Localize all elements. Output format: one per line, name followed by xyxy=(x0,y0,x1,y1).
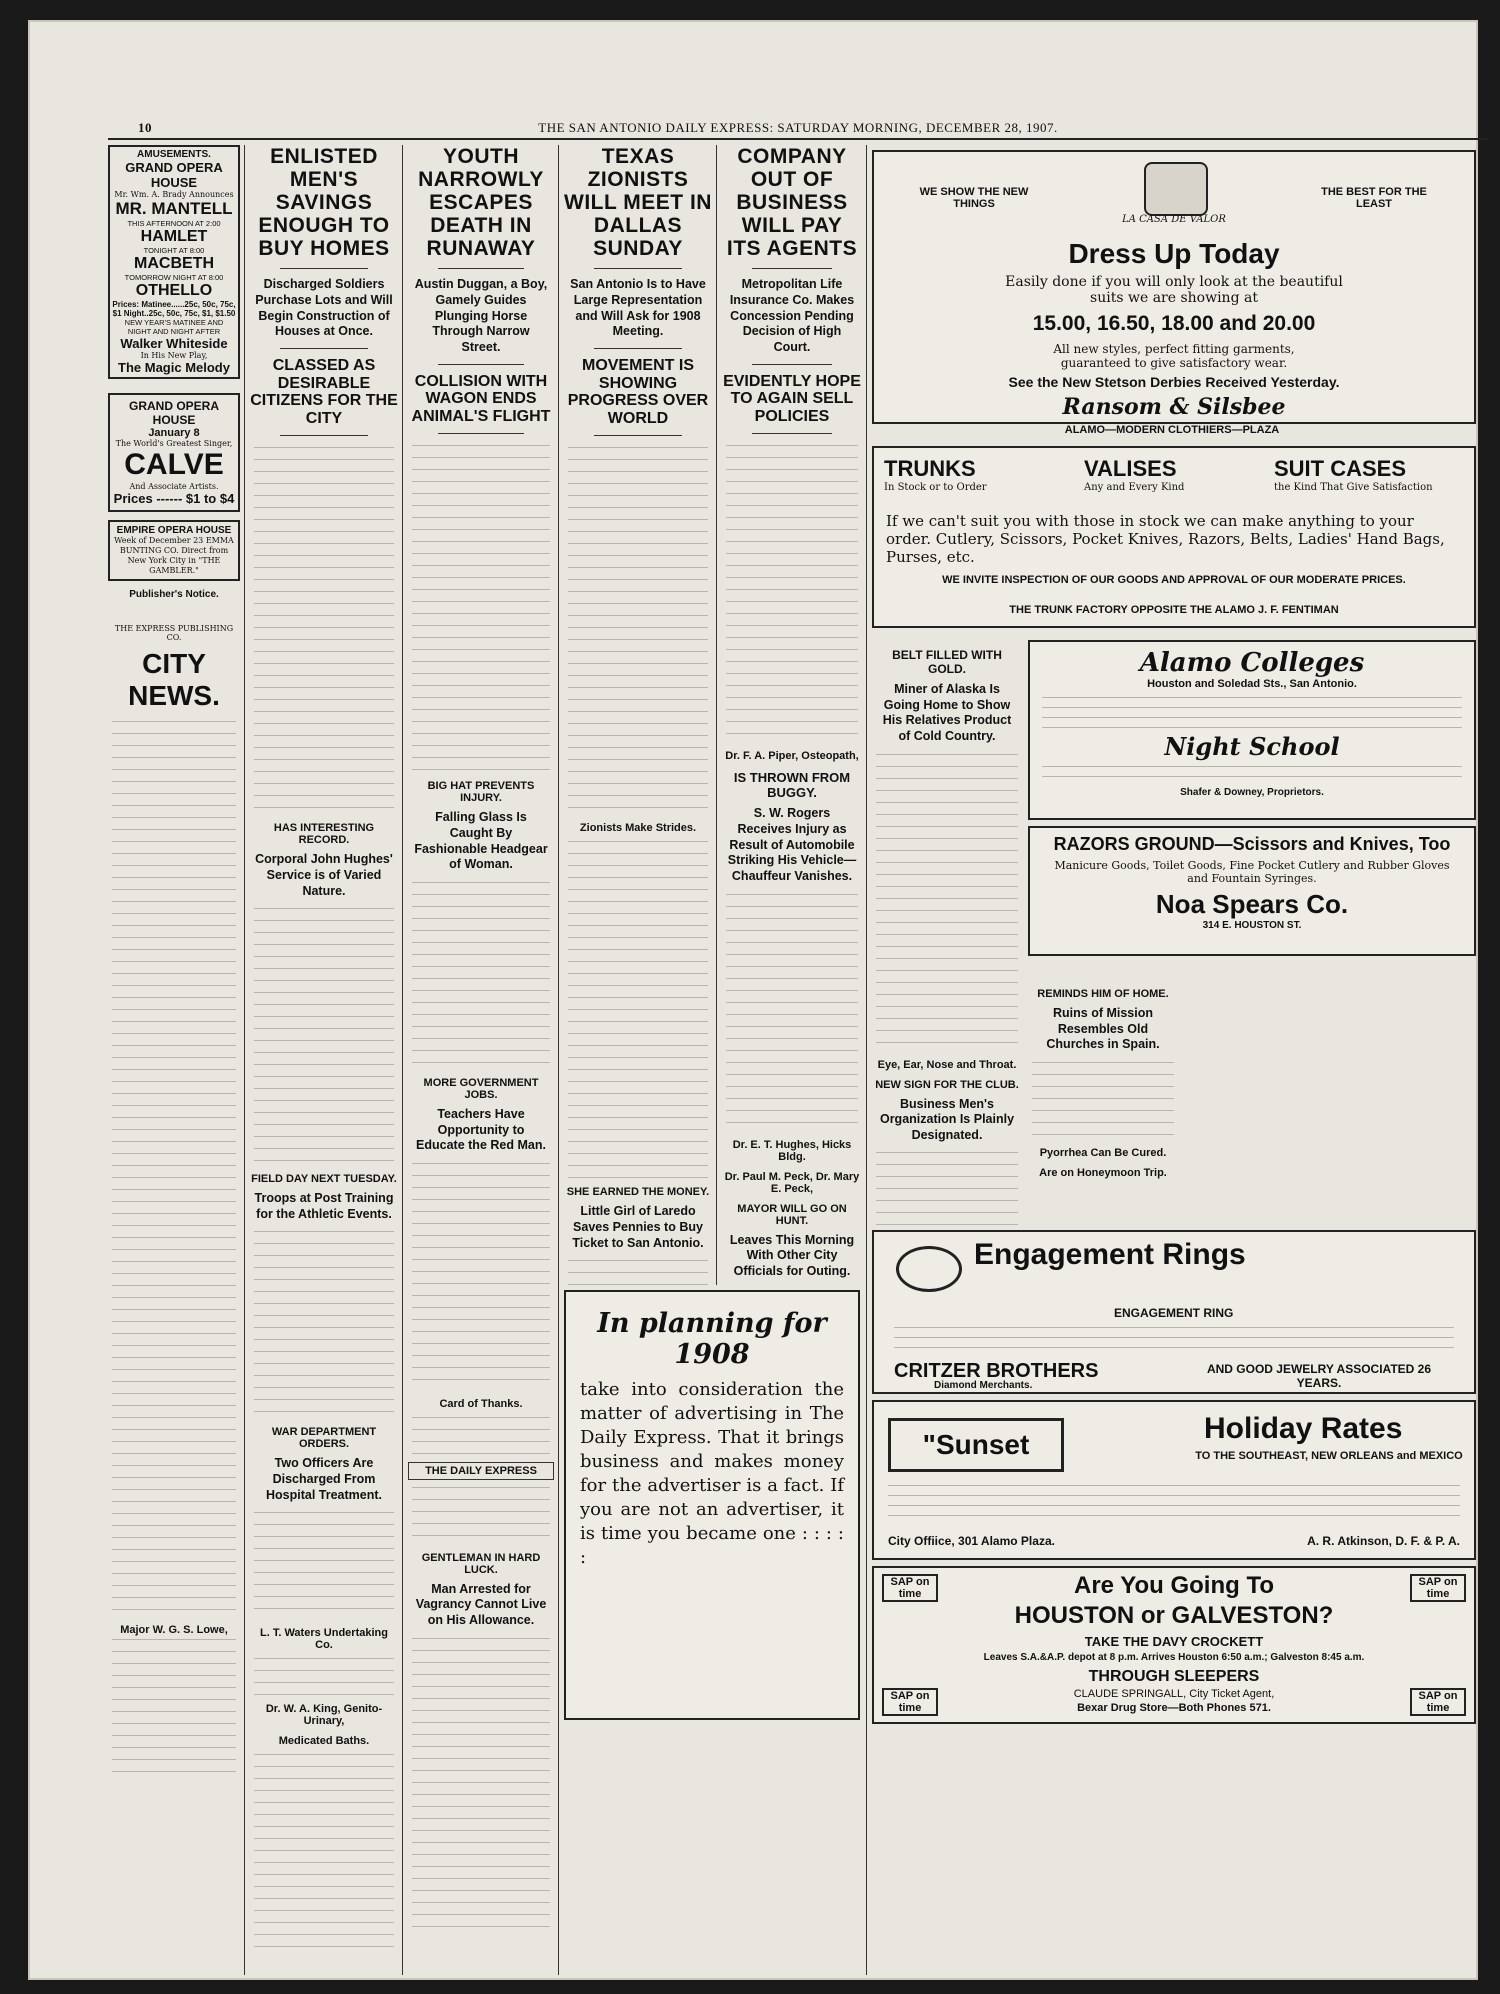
ransom-top-left: WE SHOW THE NEW THINGS xyxy=(919,186,1029,210)
ad-baths-body xyxy=(254,1751,394,1951)
ransom-sub: ALAMO—MODERN CLOTHIERS—PLAZA xyxy=(1064,424,1280,436)
deck-falling-glass: Falling Glass Is Caught By Fashionable Headgear of Woman. xyxy=(414,810,548,872)
deck-business-men: Business Men's Organization Is Plainly Designated. xyxy=(879,1096,1015,1142)
ransom-stetson: See the New Stetson Derbies Received Yesterday. xyxy=(1008,374,1340,390)
deck-metropolitan-life: Metropolitan Life Insurance Co. Makes Concession Pending Decision of High Court. xyxy=(729,277,855,354)
new-years-line: NEW YEAR'S MATINEE AND NIGHT AND NIGHT AFTER xyxy=(124,318,224,336)
publisher-notice-body xyxy=(112,600,236,624)
subhead-hard-luck: GENTLEMAN IN HARD LUCK. xyxy=(421,1551,541,1576)
ransom-line2: All new styles, perfect fitting garments, guaranteed to give satisfactory wear. xyxy=(1053,342,1295,370)
alamo-night-school: Night School xyxy=(1164,732,1340,761)
holiday-rates-title: Holiday Rates xyxy=(1204,1412,1403,1445)
noa-spears-address: 314 E. HOUSTON ST. xyxy=(1202,920,1302,931)
alamo-day-body xyxy=(1042,694,1462,728)
amusements-heading: AMUSEMENTS. xyxy=(137,149,211,160)
article-body-hughes xyxy=(254,905,394,1165)
article-body-express-box xyxy=(412,1484,550,1544)
deck-rogers-injury: S. W. Rogers Receives Injury as Result of Automobile Striking His Vehicle—Chauffeur Vanishes. xyxy=(727,806,857,883)
calve-prices: Prices ------ $1 to $4 xyxy=(113,491,235,506)
lowe-heading: Major W. G. S. Lowe, xyxy=(120,1624,228,1636)
whiteside-name: Walker Whiteside xyxy=(120,336,228,351)
suit-cases-title: SUIT CASES xyxy=(1274,456,1407,481)
deck-teachers: Teachers Have Opportunity to Educate the Red Man. xyxy=(416,1106,546,1153)
column-rule xyxy=(866,145,867,1975)
ad-dr-hughes: Dr. E. T. Hughes, Hicks Bldg. xyxy=(732,1138,852,1163)
article-body-war-dept xyxy=(254,1509,394,1619)
ransom-name: Ransom & Silsbee xyxy=(1062,394,1286,420)
noa-spears-ad xyxy=(1028,826,1476,956)
subhead-zionists-strides: Zionists Make Strides. xyxy=(579,822,697,835)
subhead-big-hat: BIG HAT PREVENTS INJURY. xyxy=(427,780,535,805)
article-body-enlisted xyxy=(254,444,394,814)
magic-melody-title: The Magic Melody xyxy=(118,360,230,375)
new-play-line: In His New Play, xyxy=(140,351,208,360)
calve-ad xyxy=(108,393,240,512)
planning-body: take into consideration the matter of advertising in The Daily Express. That it brings business and makes money for the advertiser is a fact. If you are not an advertiser, it is time you became one : : : : : xyxy=(580,1379,844,1568)
deck-officers-discharged: Two Officers Are Discharged From Hospital Treatment. xyxy=(266,1456,382,1502)
subhead-field-day: FIELD DAY NEXT TUESDAY. xyxy=(251,1173,397,1186)
subhead-government-jobs: MORE GOVERNMENT JOBS. xyxy=(423,1076,539,1101)
davy-crockett-line: TAKE THE DAVY CROCKETT xyxy=(1084,1634,1264,1649)
critzer-assoc: AND GOOD JEWELRY ASSOCIATED 26 YEARS. xyxy=(1206,1362,1432,1390)
alamo-signature: Shafer & Downey, Proprietors. xyxy=(1180,787,1324,798)
calve-house: GRAND OPERA HOUSE xyxy=(128,399,219,427)
subhead-thrown-buggy: IS THROWN FROM BUGGY. xyxy=(733,770,851,801)
holiday-subtitle: TO THE SOUTHEAST, NEW ORLEANS and MEXICO xyxy=(1195,1450,1463,1462)
column-enlisted-men xyxy=(250,145,398,1975)
sunset-route-logo: "Sunset xyxy=(888,1418,1064,1472)
ransom-silsbee-ad xyxy=(872,150,1476,424)
headline-collision-wagon: COLLISION WITH WAGON ENDS ANIMAL'S FLIGHT xyxy=(411,372,551,425)
sap-badge-bottom-left: SAP on time xyxy=(882,1688,938,1716)
column-rule xyxy=(402,145,403,1975)
subhead-belt-gold: BELT FILLED WITH GOLD. xyxy=(892,648,1002,676)
calve-date: January 8 xyxy=(148,427,200,439)
valises-sub: Any and Every Kind xyxy=(1084,482,1185,493)
column-metropolitan xyxy=(722,145,862,1285)
city-news-heading: CITY NEWS. xyxy=(128,648,220,711)
mantell-name: MR. MANTELL xyxy=(115,199,233,218)
subhead-interesting-record: HAS INTERESTING RECORD. xyxy=(273,822,375,847)
column-rule xyxy=(244,145,245,1975)
headline-sell-policies: EVIDENTLY HOPE TO AGAIN SELL POLICIES xyxy=(723,372,861,425)
deck-city-officials: Leaves This Morning With Other City Officials for Outing. xyxy=(729,1232,855,1278)
davy-crockett-ad xyxy=(872,1566,1476,1724)
deck-laredo-girl: Little Girl of Laredo Saves Pennies to Buy Ticket to San Antonio. xyxy=(572,1204,704,1250)
ad-waters-undertaking: L. T. Waters Undertaking Co. xyxy=(260,1627,388,1652)
ransom-top-right: THE BEST FOR THE LEAST xyxy=(1321,186,1427,210)
lowe-body xyxy=(112,1636,236,1776)
sap-badge-top-right: SAP on time xyxy=(1410,1574,1466,1602)
page-number: 10 xyxy=(138,120,152,135)
trunks-sub: In Stock or to Order xyxy=(884,482,987,493)
publisher-notice-head: Publisher's Notice. xyxy=(129,589,219,600)
empire-ad xyxy=(108,520,240,581)
springall-agent: CLAUDE SPRINGALL, City Ticket Agent, xyxy=(1073,1688,1275,1700)
headline-movement-progress: MOVEMENT IS SHOWING PROGRESS OVER WORLD xyxy=(567,356,709,427)
deck-hughes-service: Corporal John Hughes' Service is of Varied Nature. xyxy=(255,852,393,898)
article-body-gov-jobs xyxy=(412,1160,550,1390)
razors-heading: RAZORS GROUND—Scissors and Knives, Too xyxy=(1053,834,1451,854)
empire-text: Week of December 23 EMMA BUNTING CO. Direct from New York City in "THE GAMBLER." xyxy=(114,536,234,575)
engagement-rings-ad xyxy=(872,1230,1476,1394)
subhead-war-department: WAR DEPARTMENT ORDERS. xyxy=(271,1426,377,1451)
article-body-buggy xyxy=(726,891,858,1131)
alamo-address: Houston and Soledad Sts., San Antonio. xyxy=(1147,678,1357,690)
ransom-prices: 15.00, 16.50, 18.00 and 20.00 xyxy=(1032,312,1316,335)
rings-title: Engagement Rings xyxy=(974,1238,1246,1271)
suit-cases-sub: the Kind That Give Satisfaction xyxy=(1274,482,1433,493)
trunk-invite: WE INVITE INSPECTION OF OUR GOODS AND APPROVAL OF OUR MODERATE PRICES. xyxy=(942,574,1406,586)
subhead-mayor-hunt: MAYOR WILL GO ON HUNT. xyxy=(737,1202,847,1227)
headline-enlisted-men: ENLISTED MEN'S SAVINGS ENOUGH TO BUY HOMES xyxy=(258,145,390,261)
trunk-body: If we can't suit you with those in stock we can make anything to your order. Cutlery, Scissors, Pocket Knives, Razors, Belts, Ladies' Hand Bags, Purses, etc. xyxy=(886,512,1445,566)
newspaper-page xyxy=(28,20,1478,1980)
rings-subtitle: ENGAGEMENT RING xyxy=(1114,1306,1234,1320)
tonight-time: TONIGHT AT 8:00 xyxy=(143,246,205,255)
headline-youth-runaway: YOUTH NARROWLY ESCAPES DEATH IN RUNAWAY xyxy=(418,145,544,261)
column-zionists xyxy=(564,145,712,1285)
column-amusements xyxy=(108,145,240,1975)
article-body-field-day xyxy=(254,1228,394,1418)
ring-icon xyxy=(896,1246,962,1292)
critzer-name: CRITZER BROTHERS xyxy=(894,1360,1099,1382)
city-news-body xyxy=(112,718,236,1618)
deck-san-antonio-representation: San Antonio Is to Have Large Representation and Will Ask for 1908 Meeting. xyxy=(570,277,706,339)
article-body-belt xyxy=(876,751,1018,1051)
sunset-office: City Offiice, 301 Alamo Plaza. xyxy=(888,1534,1055,1548)
article-body-strides xyxy=(568,838,708,1178)
play-othello: OTHELLO xyxy=(135,282,213,299)
ad-dr-piper: Dr. F. A. Piper, Osteopath, xyxy=(725,750,859,763)
grand-opera-house-title: GRAND OPERA HOUSE xyxy=(125,160,223,190)
column-runaway xyxy=(408,145,554,1975)
ad-pyorrhea: Pyorrhea Can Be Cured. xyxy=(1039,1146,1167,1159)
ad-waters-body xyxy=(254,1655,394,1695)
headline-desirable-citizens: CLASSED AS DESIRABLE CITIZENS FOR THE CITY xyxy=(250,356,398,427)
deck-athletic-events: Troops at Post Training for the Athletic Events. xyxy=(254,1191,394,1221)
article-body-runaway xyxy=(412,442,550,772)
calve-name: CALVE xyxy=(124,448,224,481)
davy-schedule: Leaves S.A.&A.P. depot at 8 p.m. Arrives Houston 6:50 a.m.; Galveston 8:45 a.m. xyxy=(983,1652,1365,1663)
sunset-route-ad xyxy=(872,1400,1476,1560)
column-rule xyxy=(558,145,559,1975)
sap-badge-top-left: SAP on time xyxy=(882,1574,938,1602)
column-reminds xyxy=(1028,980,1178,1220)
deck-discharged-soldiers: Discharged Soldiers Purchase Lots and Will Begin Construction of Houses at Once. xyxy=(255,277,393,339)
subhead-card-of-thanks: Card of Thanks. xyxy=(439,1397,523,1410)
article-body-laredo xyxy=(568,1257,708,1285)
article-body-big-hat xyxy=(412,879,550,1069)
subhead-reminds-home: REMINDS HIM OF HOME. xyxy=(1037,988,1169,1000)
alamo-colleges-ad xyxy=(1028,640,1476,820)
critzer-sub: Diamond Merchants. xyxy=(934,1380,1033,1391)
publisher-sign: THE EXPRESS PUBLISHING CO. xyxy=(114,624,234,642)
trunks-title: TRUNKS xyxy=(884,456,976,481)
article-body-hard-luck xyxy=(412,1635,550,1935)
deck-austin-duggan: Austin Duggan, a Boy, Gamely Guides Plunging Horse Through Narrow Street. xyxy=(414,277,548,354)
headline-company-out: COMPANY OUT OF BUSINESS WILL PAY ITS AGENTS xyxy=(726,145,858,261)
brady-announces: Mr. Wm. A. Brady Announces xyxy=(114,190,234,199)
rings-body xyxy=(894,1324,1454,1354)
masthead xyxy=(108,116,1488,140)
calve-associate: And Associate Artists. xyxy=(129,482,219,491)
noa-spears-name: Noa Spears Co. xyxy=(1155,889,1349,919)
sap-badge-bottom-right: SAP on time xyxy=(1410,1688,1466,1716)
subhead-earned-money: SHE EARNED THE MONEY. xyxy=(566,1186,710,1199)
bexar-drug-store: Bexar Drug Store—Both Phones 571. xyxy=(1077,1702,1271,1714)
daily-express-planning-ad xyxy=(564,1290,860,1720)
play-macbeth: MACBETH xyxy=(134,255,214,272)
headline-texas-zionists: TEXAS ZIONISTS WILL MEET IN DALLAS SUNDAY xyxy=(564,145,712,261)
planning-title: In planning for 1908 xyxy=(597,1308,827,1370)
ransom-logo: LA CASA DE VALOR xyxy=(1122,214,1226,225)
ransom-line: Easily done if you will only look at the beautiful suits we are showing at xyxy=(1005,274,1343,306)
alamo-colleges-name: Alamo Colleges xyxy=(1139,648,1365,678)
going-to: Are You Going To xyxy=(1074,1572,1274,1599)
subhead-new-sign: NEW SIGN FOR THE CLUB. xyxy=(875,1078,1019,1091)
ad-dr-peck: Dr. Paul M. Peck, Dr. Mary E. Peck, xyxy=(724,1170,860,1195)
article-body-reminds xyxy=(1032,1059,1174,1139)
deck-vagrancy: Man Arrested for Vagrancy Cannot Live on His Allowance. xyxy=(415,1581,547,1627)
ad-eye-ear: Eye, Ear, Nose and Throat. xyxy=(877,1058,1017,1071)
valises-title: VALISES xyxy=(1084,456,1177,481)
mantell-ad xyxy=(108,145,240,379)
through-sleepers: THROUGH SLEEPERS xyxy=(1088,1668,1260,1685)
crest-icon xyxy=(1144,162,1208,216)
empire-title: EMPIRE OPERA HOUSE xyxy=(116,525,232,536)
sunset-agent: A. R. Atkinson, D. F. & P. A. xyxy=(1307,1534,1460,1548)
trunk-signature: THE TRUNK FACTORY OPPOSITE THE ALAMO J. F. FENTIMAN xyxy=(1009,604,1339,616)
tomorrow-time: TOMORROW NIGHT AT 8:00 xyxy=(124,273,224,282)
houston-galveston: HOUSTON or GALVESTON? xyxy=(1014,1602,1334,1629)
daily-express-box: THE DAILY EXPRESS xyxy=(408,1462,554,1480)
ad-dr-king: Dr. W. A. King, Genito-Urinary, xyxy=(265,1703,383,1728)
article-body-zionists xyxy=(568,444,708,814)
column-rule xyxy=(716,145,717,1285)
mantell-prices: Prices: Matinee......25c, 50c, 75c, $1 Night..25c, 50c, 75c, $1, $1.50 xyxy=(112,300,236,318)
play-hamlet: HAMLET xyxy=(140,228,208,245)
trunk-factory-ad xyxy=(872,446,1476,628)
ransom-title: Dress Up Today xyxy=(1068,238,1280,269)
masthead-title: THE SAN ANTONIO DAILY EXPRESS: SATURDAY MORNING, DECEMBER 28, 1907. xyxy=(538,120,1058,135)
matinee-time: THIS AFTERNOON AT 2:00 xyxy=(127,219,221,228)
deck-miner-alaska: Miner of Alaska Is Going Home to Show His Relatives Product of Cold Country. xyxy=(882,682,1012,743)
article-body-metropolitan xyxy=(726,442,858,742)
article-body-thanks xyxy=(412,1414,550,1454)
calve-tagline: The World's Greatest Singer, xyxy=(115,439,233,448)
holiday-body xyxy=(888,1482,1460,1524)
subhead-honeymoon: Are on Honeymoon Trip. xyxy=(1039,1166,1167,1179)
alamo-night-body xyxy=(1042,763,1462,785)
razors-line: Manicure Goods, Toilet Goods, Fine Pocket Cutlery and Rubber Gloves and Fountain Syringes. xyxy=(1054,859,1450,885)
deck-mission-ruins: Ruins of Mission Resembles Old Churches in Spain. xyxy=(1046,1006,1160,1052)
ad-medicated-baths: Medicated Baths. xyxy=(278,1735,370,1748)
